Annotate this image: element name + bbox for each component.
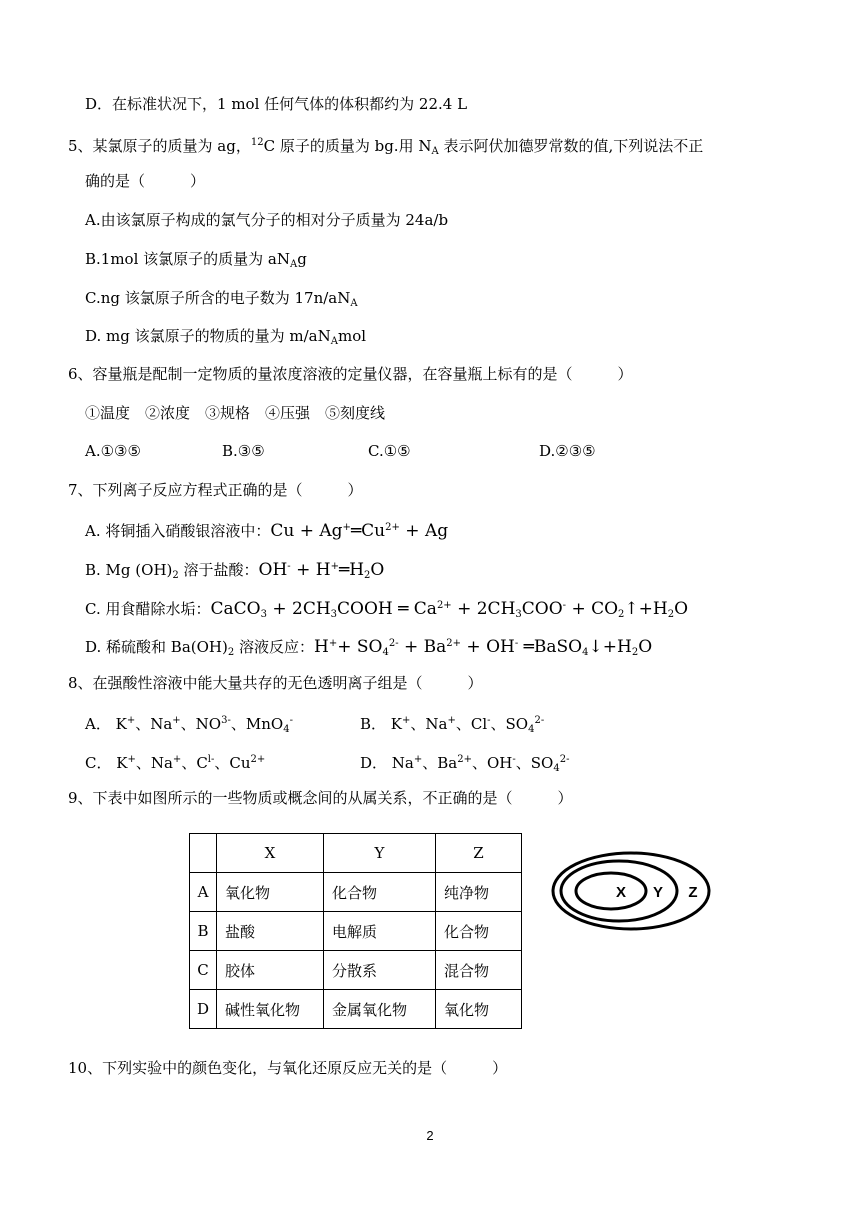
q9-table [189,833,522,1029]
q9-row-label: C [190,951,217,990]
q8-option-c: C． K+、Na+、$C^{l-}$、$Cu^{2+}$ [85,754,266,772]
q6-option-d: D.②③⑤ [539,442,596,460]
q9-cell: 金属氧化物 [324,990,436,1029]
diagram-label-y: Y [652,884,664,901]
q5-option-d: D. mg 该氯原子的物质的量为 $m/aN_Amol$ [85,327,367,347]
q9-table-row [190,990,522,1029]
q7-option-b: B. Mg $(OH)_2$ 溶于盐酸：$OH^- + H^+═H_2O$ [85,560,385,581]
q9-cell: 化合物 [324,873,436,912]
q8-option-b: B． K+、Na+、Cl-、$SO_4^{2-}$ [360,715,545,735]
q6-option-c: C.①⑤ [368,442,411,460]
q5-option-b: B.1mol 该氯原子的质量为 $aN_Ag$ [85,250,307,270]
q5-option-a: A.由该氯原子构成的氯气分子的相对分子质量为 24a/b [85,211,449,229]
q7-option-c: C. 用食醋除水垢：CaCO$_3$ + $2CH_3COOH$ ═ $Ca^{2+} + 2CH_3COO^-$ + $CO_2↑+H_2O$ [85,599,689,620]
q7-option-d: D. 稀硫酸和 $Ba(OH)_2$ 溶液反应：$H^++ SO_4^{2-} + Ba^{2+} + OH^-$ $═BaSO_4↓+H_2O$ [85,637,653,658]
q6-stem: 6、容量瓶是配制一定物质的量浓度溶液的定量仪器，在容量瓶上标有的是（ ） [68,365,633,383]
q9-row-label: D [190,990,217,1029]
q9-row-label: B [190,912,217,951]
q9-header-x: X [217,834,324,873]
diagram-label-z: Z [688,884,698,901]
q6-option-b: B.③⑤ [222,442,265,460]
q5-stem-line2: 确的是（ ） [85,172,206,190]
q10-stem: 10、下列实验中的颜色变化，与氧化还原反应无关的是（ ） [68,1059,508,1077]
q9-cell: 盐酸 [217,912,324,951]
q8-option-d: D． Na+、$Ba^{2+}$、OH-、$SO_4^{2-}$ [360,754,570,774]
q9-row-label: A [190,873,217,912]
q9-header-y: Y [324,834,436,873]
q9-cell: 氧化物 [217,873,324,912]
q9-cell: 氧化物 [436,990,522,1029]
q9-table-header [190,834,522,873]
diagram-label-x: X [615,884,627,901]
q9-cell: 分散系 [324,951,436,990]
q9-cell: 化合物 [436,912,522,951]
q7-option-a: A. 将铜插入硝酸银溶液中：$Cu + Ag^+═Cu^{2+} + Ag$ [85,521,449,541]
nested-ellipse-diagram [551,850,713,932]
page-number: 2 [426,1128,434,1143]
q9-cell: 碱性氧化物 [217,990,324,1029]
q5-option-c: C.ng 该氯原子所含的电子数为 $17n/aN_A$ [85,289,358,309]
q9-cell: 胶体 [217,951,324,990]
q9-header-cell [190,834,217,873]
q4-option-d: D．在标准状况下，1 mol 任何气体的体积都约为 22.4 L [85,95,468,113]
q7-stem: 7、下列离子反应方程式正确的是（ ） [68,481,363,499]
q9-stem: 9、下表中如图所示的一些物质或概念间的从属关系，不正确的是（ ） [68,789,573,807]
ellipse-x [576,873,646,909]
q8-stem: 8、在强酸性溶液中能大量共存的无色透明离子组是（ ） [68,674,483,692]
q9-table-row [190,951,522,990]
q6-items: ①温度 ②浓度 ③规格 ④压强 ⑤刻度线 [85,404,386,422]
q6-option-a: A.①③⑤ [85,442,141,460]
q9-table-row [190,912,522,951]
q8-option-a: A． K+、Na+、$NO^{3-}$、MnO$_4$- [85,715,293,735]
q9-cell: 混合物 [436,951,522,990]
q9-cell: 纯净物 [436,873,522,912]
q9-header-z: Z [436,834,522,873]
q5-stem-line1: 5、某氯原子的质量为 ag，$^{12}$C 原子的质量为 bg.用 $N_A$ 表示阿伏加德罗常数的值,下列说法不正 [68,137,704,157]
q9-cell: 电解质 [324,912,436,951]
q9-table-row [190,873,522,912]
